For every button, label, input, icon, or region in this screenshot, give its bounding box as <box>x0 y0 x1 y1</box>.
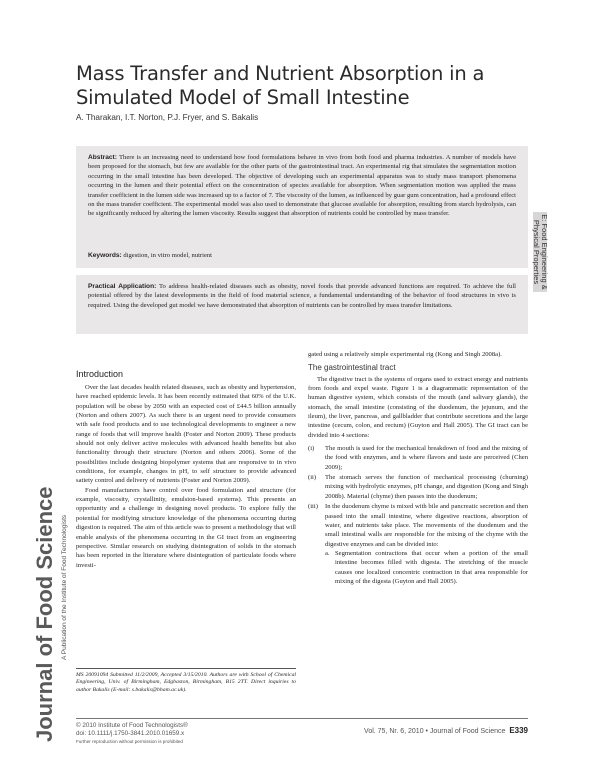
introduction-column <box>76 383 296 570</box>
sub-list <box>325 549 528 586</box>
keywords-line <box>88 252 212 259</box>
journal-name-vertical: Journal of Food Science <box>32 486 57 742</box>
copyright-line: © 2010 Institute of Food Technologists® <box>76 722 188 729</box>
abstract-label: Abstract: <box>88 154 117 161</box>
practical-application-box <box>76 275 528 334</box>
list-item: (i) The mouth is used for the mechanical breakdown of food and the mixing of the food with enzymes, and is where flavors and taste are perceived (Chen 2009); <box>308 445 528 471</box>
reproduction-note: Further reproduction without permission is prohibited <box>76 739 183 744</box>
sub-list-item: a. Segmentation contractions that occur when a portion of the small intestine becomes filled with digesta. The stretching of the muscle causes one localized concentric contraction in that area responsible for mixing of the digesta (Guyton and Hall 2005). <box>325 549 528 585</box>
page-number: E339 <box>509 726 528 735</box>
list-item: (ii) The stomach serves the function of mechanical processing (churning) mixing with hydrolytic enzymes, pH change, and digestion (Kong and Singh 2008b). Material (chyme) then passes into the duodenum; <box>308 474 528 500</box>
keywords-label: Keywords: <box>88 252 122 259</box>
article-title: Mass Transfer and Nutrient Absorption in a Simulated Model of Small Intestine <box>76 62 485 109</box>
footer-divider <box>76 718 528 719</box>
intro-paragraph-1: Over the last decades health related diseases, such as obesity and hypertension, have reached epidemic levels. It has been recently estimated that 60% of the U.K. population will be obese by 2050 with an expected cost of £44.5 billion annually (Norton and others 2007). As such there is an urgent need to provide consumers with safe food products and to use technological developments to engineer a new range of foods that will improve health (Foster and Norton 2009). These products should not only deliver active molecules with advanced health benefits but also functionality through their structure (Norton and others 2006). Some of the possibilities include designing biopolymer systems that are responsive to in vivo conditions, for example, changes in pH, to self structure to provide advanced satiety control and delivery of nutrients (Foster and Norton 2009). <box>76 384 296 485</box>
page-info <box>364 726 528 735</box>
publication-credit-vertical: A Publication of the Institute of Food Technologists <box>61 514 68 660</box>
practical-text: To address health-related diseases such as obesity, novel foods that provide advanced functions are required. To achieve the full potential offered by the latest developments in the field of food material science, a fundamental understanding of the behavior of food structures in vivo is required. Using the developed gut model we have demonstrated that absorption of nutrients can be controlled by mass transfer limitations. <box>88 283 516 309</box>
journal-logo <box>14 450 74 745</box>
doi-line[interactable]: doi: 10.1111/j.1750-3841.2010.01659.x <box>76 730 185 737</box>
section-side-tab <box>533 212 547 292</box>
side-tab-line2: Physical Properties <box>532 219 541 285</box>
list-item: (iii) In the duodenum chyme is mixed with bile and pancreatic secretion and then passed into the small intestine, where digestive reactions, absorption of water, and nutrients take place. The movements of the duodenum and the small intestinal walls are responsible for the mixing of the chyme with the digestive enzymes and can be divided into: a. Segmentation contractions that occur when a portion of the small intestine becomes filled with digesta. The stretching of the muscle causes one localized concentric contraction in that area responsible for mixing of the digesta (Guyton and Hall 2005). <box>308 503 528 585</box>
practical-label: Practical Application: <box>88 283 157 290</box>
section-list <box>308 444 528 586</box>
submission-footnote: MS 20091094 Submitted 11/2/2009, Accepted 3/15/2010. Authors are with School of Chemical Engineering, Univ. of Birmingham, Edgbaston, Birmingham, B15 2TT. Direct inquiries to author Bakalis (E-mail: s.bakalis@bham.ac.uk). <box>76 668 296 694</box>
gi-tract-heading: The gastrointestinal tract <box>308 363 396 373</box>
keywords-text: digestion, in vitro model, nutrient <box>123 252 213 259</box>
gi-paragraph-1: The digestive tract is the systems of organs used to extract energy and nutrients from foods and expel waste. Figure 1 is a diagrammatic representation of the human digestive system, which consists of the mouth (and salivary glands), the stomach, the small intestine (consisting of the duodenum, the jejunum, and the ileum), the liver, pancreas, and gallbladder that contribute secretions and the large intestine (cecum, colon, and rectum) (Guyton and Hall 2005). The GI tract can be divided into 4 sections: <box>308 375 528 439</box>
abstract-box <box>76 146 528 268</box>
right-column <box>308 350 528 587</box>
side-tab-line1: E: Food Engineering & <box>540 214 549 290</box>
intro-paragraph-2: Food manufacturers have control over food formulation and structure (for example, viscosity, crystallinity, emulsion-based systems). This presents an opportunity and a challenge in designing novel products. To explore fully the potential for modifying structure knowledge of the phenomena occurring during digestion is required. The aim of this article was to present a methodology that will enable analysis of the phenomena occurring in the GI tract from an engineering perspective. Similar research on studying disintegration of solids in the stomach has been reported in the literature where disintegration of particulate foods where investi- <box>76 486 296 569</box>
author-list: A. Tharakan, I.T. Norton, P.J. Fryer, and S. Bakalis <box>76 113 259 122</box>
introduction-heading: Introduction <box>76 369 124 379</box>
abstract-text: There is an increasing need to understand how food formulations behave in vivo from both food and pharma industries. A number of models have been proposed for the stomach, but few are available for the other parts of the gastrointestinal tract. An experimental rig that simulates the segmentation motion occurring in the small intestine has been developed. The objective of developing such an experimental apparatus was to study mass transport phenomena occurring in the lumen and their potential effect on the concentration of species available for absorption. When segmentation motion was applied the mass transfer coefficient in the lumen side was increased up to a factor of 7. The viscosity of the lumen, as influenced by guar gum concentration, had a profound effect on the mass transfer coefficient. The experimental model was also used to demonstrate that glucose available for absorption, resulting from starch hydrolysis, can be significantly reduced by altering the lumen viscosity. Results suggest that absorption of nutrients could be controlled by mass transfer. <box>88 154 517 218</box>
copyright-block <box>76 722 188 746</box>
continuation-text: gated using a relatively simple experimental rig (Kong and Singh 2008a). <box>308 351 502 358</box>
journal-volume: Vol. 75, Nr. 6, 2010 • Journal of Food Science <box>364 728 506 735</box>
journal-logo-graphic <box>14 450 74 745</box>
